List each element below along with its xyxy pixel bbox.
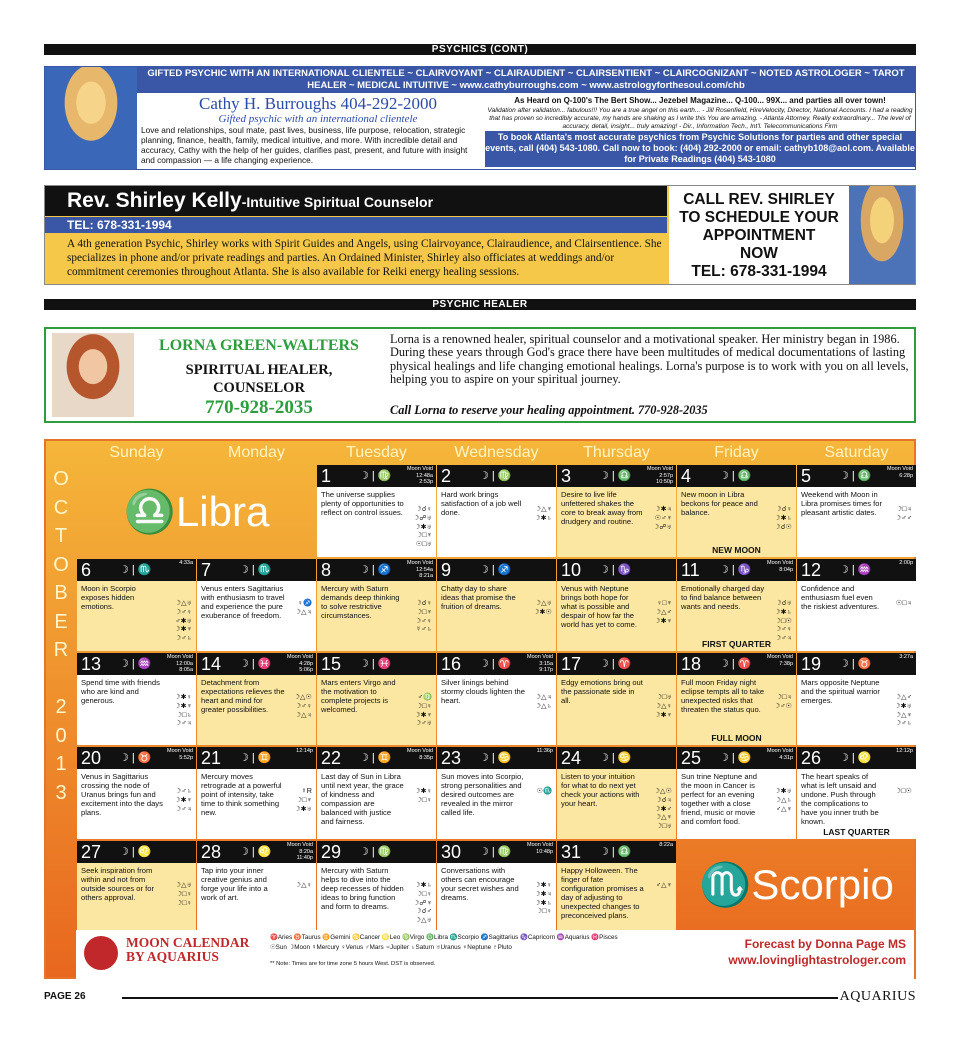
moon-sign: ☽ | ♊ xyxy=(239,752,272,764)
day-aspects: ☉♏ xyxy=(536,786,552,795)
moon-sign: ☽ | ♌ xyxy=(119,846,152,858)
day-aspects: ☽☌♀ ☽☍♅ ☽✱♅ ☽□♆ ☉□♅ xyxy=(412,504,432,549)
day-cell xyxy=(557,747,676,839)
moon-void-time: 4:33a xyxy=(179,560,193,566)
call-line: TEL: 678-331-1994 xyxy=(691,263,827,280)
cathy-photo xyxy=(45,67,137,169)
day-number: 17 xyxy=(561,654,582,674)
day-aspects: ☽□☉ xyxy=(894,786,912,795)
day-cell xyxy=(317,747,436,839)
call-line: CALL REV. SHIRLEY xyxy=(683,191,835,208)
moon-sign: ☽ | ♎ xyxy=(599,846,632,858)
shirley-header xyxy=(45,186,667,216)
moon-void-time: 12:14p xyxy=(296,748,313,754)
day-forecast: Mars enters Virgo and the motivation to complete projects is welcomed. xyxy=(321,678,396,714)
side-letter: O xyxy=(53,468,69,490)
day-cell-header xyxy=(797,559,916,581)
day-forecast: Mercury with Saturn demands deep thinking to solve restrictive circumstances. xyxy=(321,584,400,620)
day-cell xyxy=(437,653,556,745)
day-cell-header xyxy=(797,653,916,675)
cathy-burroughs-ad xyxy=(44,66,916,170)
day-cell-header xyxy=(677,653,796,675)
day-cell-header xyxy=(677,465,796,487)
day-forecast: Mercury with Saturn helps to dive into the deep recesses of hidden ideas to bring function and form to dreams. xyxy=(321,866,404,911)
day-cell xyxy=(437,841,556,933)
footer-title-line2: BY AQUARIUS xyxy=(126,949,219,964)
day-cell xyxy=(77,653,196,745)
moon-sign: ☽ | ♎ xyxy=(719,470,752,482)
forecast-author: Forecast by Donna Page MS xyxy=(744,937,906,951)
day-cell-header xyxy=(677,747,796,769)
day-aspects: ☽✱♀ ☽✱♃ ☽✱♄ ☽□♀ xyxy=(534,880,552,916)
day-number: 25 xyxy=(681,748,702,768)
day-forecast: Desire to live life unfettered shakes the core to break away from drudgery and routine. xyxy=(561,490,643,526)
day-forecast: Seek inspiration from within and not from outside sources or for others approval. xyxy=(81,866,155,902)
day-number: 28 xyxy=(201,842,222,862)
moon-void-time: Moon Void 4:31p xyxy=(767,748,793,761)
day-header: Sunday xyxy=(109,444,164,461)
side-letter: 3 xyxy=(55,781,67,804)
day-number: 19 xyxy=(801,654,822,674)
day-number: 8 xyxy=(321,560,332,580)
lorna-photo xyxy=(52,333,134,417)
day-cell xyxy=(437,465,556,557)
call-line: NOW xyxy=(740,245,778,262)
day-forecast: Tap into your inner creative genius and forge your life into a work of art. xyxy=(201,866,268,902)
moon-sign: ☽ | ♉ xyxy=(839,658,872,670)
day-cell xyxy=(317,465,436,557)
moon-sign: ☽ | ♏ xyxy=(119,564,152,576)
day-cell-header xyxy=(437,465,556,487)
lorna-description: Lorna is a renowned healer, spiritual counselor and a motivational speaker. Her ministry began in 1986. During these years through God's grace there have been multitudes of medical documentations of lasting physical healings and life changing emotional healings. Lorna's purpose is to work with you on all levels, helping you to aspire on your spiritual journey. xyxy=(390,332,909,386)
day-cell-header xyxy=(437,747,556,769)
day-cell-header xyxy=(557,465,676,487)
day-cell-header xyxy=(317,747,436,769)
day-cell xyxy=(197,559,316,651)
day-number: 31 xyxy=(561,842,582,862)
day-cell xyxy=(797,747,916,839)
cathy-name: Cathy H. Burroughs 404-292-2000 xyxy=(199,94,437,113)
day-cell xyxy=(197,841,316,933)
day-number: 15 xyxy=(321,654,342,674)
moon-void-time: Moon Void 12:54a 8:21a xyxy=(407,560,433,579)
day-aspects: ☽☌♀ ☽✱♄ ☽☌☉ xyxy=(774,504,792,531)
moon-sign: ☽ | ♐ xyxy=(479,564,512,576)
day-number: 18 xyxy=(681,654,702,674)
day-number: 11 xyxy=(681,560,700,580)
shirley-tel: TEL: 678-331-1994 xyxy=(45,217,667,233)
day-cell-header xyxy=(77,841,196,863)
day-aspects: ♂♍ ☽□♀ ☽✱♆ ☽♂♅ xyxy=(414,692,432,728)
day-number: 3 xyxy=(561,466,572,486)
day-header: Tuesday xyxy=(346,444,407,461)
day-cell-header xyxy=(197,559,316,581)
day-cell-header xyxy=(437,841,556,863)
moon-void-time: 11:36p xyxy=(536,748,553,754)
day-aspects: ☽□♃ ☽♂♂ xyxy=(894,504,912,522)
day-cell xyxy=(677,465,796,557)
day-aspects: ☽✱♃ ☉♂♆ ☽☍♅ xyxy=(652,504,672,531)
lorna-ad xyxy=(44,327,916,423)
call-line: APPOINTMENT xyxy=(702,227,816,244)
cathy-banner: GIFTED PSYCHIC WITH AN INTERNATIONAL CLIENTELE ~ CLAIRVOYANT ~ CLAIRAUDIENT ~ CLAIRSENTIENT ~ CLAIRCOGNIZANT ~ NOTED ASTROLOGER ~ TAROT HEALER ~ MEDICAL INTUITIVE ~ www.cathyburroughs.com ~ www.astrologyforthesoul.com/chb xyxy=(137,67,915,93)
day-forecast: Sun moves into Scorpio, strong personalities and desired outcomes are revealed in the mirror called life. xyxy=(441,772,524,817)
day-aspects: ☽☌♅ ☽✱♄ ☽□☉ ☽♂♀ ☽♂♃ xyxy=(774,598,792,643)
day-forecast: Venus enters Sagittarius with enthusiasm to travel and experience the pure exuberance of freedom. xyxy=(201,584,285,620)
call-line: TO SCHEDULE YOUR xyxy=(679,209,839,226)
day-forecast: Hard work brings satisfaction of a job well done. xyxy=(441,490,522,517)
day-cell-header xyxy=(677,559,796,581)
side-letter: 1 xyxy=(55,753,67,775)
lorna-name: LORNA GREEN-WALTERS xyxy=(159,337,359,354)
side-letter: B xyxy=(54,582,68,604)
forecast-url[interactable]: www.lovinglightastrologer.com xyxy=(728,953,906,967)
moon-sign: ☽ | ♋ xyxy=(479,752,512,764)
section-header-healer: PSYCHIC HEALER xyxy=(44,299,916,310)
day-header: Saturday xyxy=(824,444,889,461)
day-cell-header xyxy=(557,559,676,581)
day-cell xyxy=(557,841,676,933)
day-number: 24 xyxy=(561,748,582,768)
day-aspects: ☽△☉ ☽☌♃ ☽✱♂ ☽△♆ ☽□♅ xyxy=(653,786,672,831)
footer-title xyxy=(126,936,249,964)
day-forecast: Silver linings behind stormy clouds lighten the heart. xyxy=(441,678,525,705)
moon-void-time: 8:22a xyxy=(659,842,673,848)
day-number: 5 xyxy=(801,466,812,486)
side-letter: T xyxy=(54,525,68,547)
moon-phase: LAST QUARTER xyxy=(823,827,890,837)
day-forecast: The heart speaks of what is left unsaid and undone. Push through the complications to have you inner truth be known. xyxy=(801,772,879,826)
day-aspects: ☽△♃ ☽△♄ xyxy=(534,692,552,710)
footer-note: ** Note: Times are for time zone 5 hours West. DST is observed. xyxy=(270,961,436,967)
cathy-description: Love and relationships, soul mate, past lives, business, life purpose, relocation, strategic planning, finance, health, family, medical intuitive, and more. With incredible detail and accuracy, Cathy with the help of her guides, clarifies past, present, and future with insight and compassion — a life changing experience. xyxy=(141,125,468,165)
day-number: 6 xyxy=(81,560,92,580)
day-cell-header xyxy=(557,841,676,863)
page-number: PAGE 26 xyxy=(44,991,86,1002)
moon-void-time: Moon Void 6:28p xyxy=(887,466,913,479)
moon-sign: ☽ | ♌ xyxy=(839,752,872,764)
day-number: 23 xyxy=(441,748,462,768)
day-cell-header xyxy=(197,841,316,863)
day-aspects: ♂△♆ xyxy=(655,880,672,889)
moon-void-time: Moon Void 3:15a 9:17p xyxy=(527,654,553,673)
shirley-title: -Intuitive Spiritual Counselor xyxy=(241,194,434,210)
day-aspects: ☽✱♄ ☽□♀ ☽☍♆ ☽☌♂ ☽△♅ xyxy=(412,880,432,925)
day-forecast: The universe supplies plenty of opportunities to reflect on control issues. xyxy=(321,490,404,517)
moon-void-time: Moon Void 8:20a 11:40p xyxy=(287,842,313,861)
moon-sign: ☽ | ♈ xyxy=(599,658,632,670)
moon-phase: FIRST QUARTER xyxy=(702,639,771,649)
shirley-call-box xyxy=(669,186,849,284)
day-header: Wednesday xyxy=(454,444,539,461)
moon-void-time: 2:00p xyxy=(899,560,913,566)
moon-void-time: Moon Void 8:04p xyxy=(767,560,793,573)
day-header: Monday xyxy=(228,444,285,461)
day-forecast: Edgy emotions bring out the passionate side in all. xyxy=(561,678,643,705)
month-side-label xyxy=(46,465,76,930)
day-cell xyxy=(197,653,316,745)
day-cell-header xyxy=(77,559,196,581)
moon-sign: ☽ | ♍ xyxy=(479,470,512,482)
moon-void-time: 12:12p xyxy=(896,748,913,754)
day-forecast: Conversations with others can encourage your secret wishes and dreams. xyxy=(441,866,519,902)
page-footer xyxy=(44,988,916,1008)
cathy-heard: As Heard on Q-100's The Bert Show... Jezebel Magazine... Q-100... 99X... and parties all over town! xyxy=(514,96,886,105)
day-cell xyxy=(797,653,916,745)
day-number: 9 xyxy=(441,560,452,580)
day-forecast: Mars opposite Neptune and the spiritual warrior emerges. xyxy=(801,678,880,705)
moon-sign: ☽ | ♊ xyxy=(359,752,392,764)
scorpio-sign: ♏Scorpio xyxy=(699,861,894,908)
day-cell-header xyxy=(557,747,676,769)
day-cell-header xyxy=(77,747,196,769)
day-cell xyxy=(557,653,676,745)
day-forecast: Venus in Sagittarius crossing the node of Uranus brings fun and excitement into the days plans. xyxy=(81,772,163,817)
day-number: 16 xyxy=(441,654,462,674)
shirley-kelly-ad xyxy=(44,185,916,285)
day-cell-header xyxy=(77,653,196,675)
day-number: 26 xyxy=(801,748,822,768)
day-aspects: ☽✱♀ ☽✱♆ ☽□♄ ☽♂♃ xyxy=(174,692,192,728)
day-cell xyxy=(677,747,796,839)
day-number: 27 xyxy=(81,842,102,862)
day-forecast: Venus with Neptune brings both hope for what is possible and despair of how far the world has yet to come. xyxy=(561,584,637,629)
day-number: 20 xyxy=(81,748,102,768)
day-cell xyxy=(557,559,676,651)
day-aspects: ☉□♃ xyxy=(895,598,912,607)
moon-void-time: Moon Void 4:28p 5:06p xyxy=(287,654,313,673)
moon-phase: NEW MOON xyxy=(712,545,761,555)
cathy-booking: To book Atlanta's most accurate psychics from Psychic Solutions for parties and other special events, call (404) 543-1080. Call now to book: (404) 292-2000 or email: cathyb108@aol.com. Available for Private Readings (404) 543-1080 xyxy=(485,131,915,167)
cathy-subtitle: Gifted psychic with an international clientele xyxy=(218,113,418,125)
day-aspects: ☿R ☽□♆ ☽✱♅ xyxy=(294,786,312,813)
day-forecast: Last day of Sun in Libra until next year, the grace of kindness and compassion are balanced with justice and fairness. xyxy=(321,772,404,826)
moon-sign: ☽ | ♌ xyxy=(239,846,272,858)
moon-sign: ☽ | ♏ xyxy=(239,564,272,576)
day-cell-header xyxy=(437,559,556,581)
day-number: 12 xyxy=(801,560,822,580)
moon-sign: ☽ | ♓ xyxy=(359,658,392,670)
shirley-photo xyxy=(849,186,915,284)
lorna-cta: Call Lorna to reserve your healing appointment. 770-928-2035 xyxy=(390,403,708,417)
day-aspects: ☽△♂ ☽✱♅ ☽△♆ ☽♂♄ xyxy=(894,692,912,728)
libra-sign: ♎Libra xyxy=(123,488,270,535)
day-aspects: ☽△♆ ☽✱♄ xyxy=(534,504,552,522)
day-cell-header xyxy=(557,653,676,675)
day-aspects: ☽☌♀ ☽□♆ ☽♂♀ ☿♂♄ xyxy=(414,598,432,634)
moon-phase: FULL MOON xyxy=(711,733,762,743)
day-cell xyxy=(677,559,796,651)
moon-sign: ☽ | ♈ xyxy=(479,658,512,670)
shirley-description: A 4th generation Psychic, Shirley works with Spirit Guides and Angels, using Clairvoyance, Clairaudience, and Clairsentience. She specializes in phone and/or private readings and parties. An Ordained Minister, Shirley also officiates at weddings and/or commitment ceremonies throughout Atlanta. She is also available for Reiki energy healing sessions. xyxy=(67,238,662,278)
forecast-credit xyxy=(728,936,906,968)
day-number: 13 xyxy=(81,654,102,674)
day-cell-header xyxy=(317,559,436,581)
day-aspects: ♀♐ ☽△♃ xyxy=(294,598,312,616)
moon-sign: ☽ | ♓ xyxy=(239,658,272,670)
moon-sign: ☽ | ♑ xyxy=(599,564,632,576)
day-cell-header xyxy=(437,653,556,675)
sun-face-icon xyxy=(84,936,118,970)
day-cell xyxy=(317,559,436,651)
day-cell-header xyxy=(197,653,316,675)
day-cell xyxy=(77,559,196,651)
moon-sign: ☽ | ♍ xyxy=(359,470,392,482)
day-cell-header xyxy=(797,747,916,769)
day-aspects: ☽△♀ xyxy=(294,880,312,889)
day-number: 1 xyxy=(321,466,332,486)
side-letter: E xyxy=(54,610,68,633)
day-forecast: Weekend with Moon in Libra promises times for pleasant artistic dates. xyxy=(801,490,883,517)
day-cell-header xyxy=(197,747,316,769)
side-letter: R xyxy=(53,639,69,661)
moon-sign: ☽ | ♍ xyxy=(479,846,512,858)
day-cell xyxy=(437,747,556,839)
moon-sign: ☽ | ♒ xyxy=(839,564,872,576)
day-forecast: New moon in Libra beckons for peace and balance. xyxy=(681,490,758,517)
day-aspects: ☽△♅ ☽□♀ ☽□♀ xyxy=(174,880,192,907)
day-number: 22 xyxy=(321,748,342,768)
moon-sign: ☽ | ♑ xyxy=(719,564,752,576)
day-aspects: ☽✱♅ ☽△♄ ♂△♆ xyxy=(774,786,792,813)
day-number: 30 xyxy=(441,842,462,862)
calendar-footer xyxy=(76,930,914,979)
moon-sign: ☽ | ♋ xyxy=(599,752,632,764)
shirley-name: Rev. Shirley Kelly xyxy=(67,189,242,212)
moon-void-time: 3:27a xyxy=(899,654,913,660)
day-aspects: ☽△♅ ☽✱☉ xyxy=(533,598,552,616)
day-aspects: ☽✱♀ ☽□♀ xyxy=(414,786,432,804)
side-letter: 0 xyxy=(55,724,67,747)
day-cell xyxy=(677,653,796,745)
side-letter: O xyxy=(53,553,69,576)
day-aspects: ☽△♅ ☽♂♀ ♂✱♅ ☽✱♆ ☽♂♄ xyxy=(174,598,192,643)
day-forecast: Listen to your intuition for what to do next yet check your actions with your heart. xyxy=(561,772,640,808)
moon-void-time: Moon Void 7:38p xyxy=(767,654,793,667)
moon-sign: ☽ | ♎ xyxy=(839,470,872,482)
moon-void-time: Moon Void 5:52p xyxy=(167,748,193,761)
moon-sign: ☽ | ♍ xyxy=(359,846,392,858)
day-cell-header xyxy=(317,841,436,863)
cathy-testimonial: Validation after validation... fabulous!!! You are a true angel on this earth... - Jill Rosenfield, HireVelocity, Director, National Accounts. I had a reading that has proven so incredibly accurate, my hands are shaking as I write this You are amazing. - Atlanta Attorney. Really extraordinary... The level of accuracy, detail, insight... truly amazing! - Dir., Information Tech., Int'l. Telecommunications Firm xyxy=(487,107,913,130)
brand-name: AQUARIUS xyxy=(839,989,916,1004)
day-cell xyxy=(557,465,676,557)
day-forecast: Emotionally charged day to find balance between wants and needs. xyxy=(681,584,765,611)
day-number: 14 xyxy=(201,654,222,674)
footer-title-line1: MOON CALENDAR xyxy=(126,935,250,950)
day-cell-header xyxy=(317,653,436,675)
moon-void-time: Moon Void 10:48p xyxy=(527,842,553,855)
day-cell xyxy=(197,747,316,839)
moon-sign: ☽ | ♉ xyxy=(119,752,152,764)
day-forecast: Detachment from expectations relieves the heart and mind for greater possibilities. xyxy=(201,678,285,714)
day-cell xyxy=(437,559,556,651)
moon-void-time: Moon Void 8:35p xyxy=(407,748,433,761)
moon-sign: ☽ | ♐ xyxy=(359,564,392,576)
section-header-psychics: PSYCHICS (CONT) xyxy=(44,44,916,55)
day-number: 21 xyxy=(201,748,222,768)
moon-void-time: Moon Void 12:00a 8:05a xyxy=(167,654,193,673)
moon-sign: ☽ | ♒ xyxy=(119,658,152,670)
day-header: Thursday xyxy=(583,444,650,461)
footer-rule xyxy=(122,997,838,999)
side-letter xyxy=(46,665,76,694)
moon-sign: ☽ | ♋ xyxy=(719,752,752,764)
day-forecast: Mercury moves retrograde at a powerful point of intensity, take time to think something new. xyxy=(201,772,282,817)
day-aspects: ☽△☉ ☽♂♀ ☽△♃ xyxy=(293,692,312,719)
day-forecast: Full moon Friday night eclipse tempts all to take unexpected risks that threaten the status quo. xyxy=(681,678,765,714)
day-cell xyxy=(317,653,436,745)
day-aspects: ☽□♃ ☽♂☉ xyxy=(773,692,792,710)
moon-void-time: Moon Void 2:57p 10:50p xyxy=(647,466,673,485)
day-cell xyxy=(797,465,916,557)
day-forecast: Sun trine Neptune and the moon in Cancer is perfect for an evening together with a close friend, music or movie and comfort food. xyxy=(681,772,757,826)
moon-sign: ☽ | ♎ xyxy=(599,470,632,482)
day-aspects: ♀□♆ ☽△♂ ☽✱♆ xyxy=(654,598,672,625)
day-forecast: Spend time with friends who are kind and generous. xyxy=(81,678,160,705)
moon-sign: ☽ | ♈ xyxy=(719,658,752,670)
day-aspects: ☽♂♄ ☽✱♆ ☽♂♃ xyxy=(174,786,192,813)
lorna-phone: 770-928-2035 xyxy=(205,397,313,418)
day-number: 10 xyxy=(561,560,582,580)
day-cell-header xyxy=(317,465,436,487)
day-cell xyxy=(77,747,196,839)
day-number: 2 xyxy=(441,466,452,486)
day-aspects: ☽□♅ ☽△♀ ☽✱♆ xyxy=(654,692,672,719)
day-number: 7 xyxy=(201,560,212,580)
day-number: 4 xyxy=(681,466,692,486)
moon-void-time: Moon Void 12:48a 2:53p xyxy=(407,466,433,485)
day-cell xyxy=(77,841,196,933)
day-forecast: Chatty day to share ideas that promise the fruition of dreams. xyxy=(441,584,516,611)
day-cell-header xyxy=(797,465,916,487)
legend-planets: ☉Sun ☽Moon ☿Mercury ♀Venus ♂Mars ♃Jupiter ♄Saturn ♅Uranus ♆Neptune ♇Pluto xyxy=(270,944,512,951)
day-forecast: Moon in Scorpio exposes hidden emotions. xyxy=(81,584,136,611)
side-letter: C xyxy=(53,496,69,519)
legend-signs: ♈Aries ♉Taurus ♊Gemini ♋Cancer ♌Leo ♍Virgo ♎Libra ♏Scorpio ♐Sagittarius ♑Capricorn ♒Aquarius ♓Pisces xyxy=(270,934,618,941)
moon-calendar xyxy=(44,439,916,979)
lorna-role: SPIRITUAL HEALER, COUNSELOR xyxy=(185,362,333,396)
day-cell xyxy=(797,559,916,651)
day-forecast: Happy Holloween. The finger of fate configuration promises a day of adjusting to unexpected changes to preconceived plans. xyxy=(561,866,644,920)
side-letter: 2 xyxy=(55,696,67,718)
day-header: Friday xyxy=(714,444,759,461)
day-forecast: Confidence and enthusiasm fuel even the riskiest adventures. xyxy=(801,584,880,611)
day-cell xyxy=(317,841,436,933)
symbol-legend xyxy=(270,933,710,953)
day-number: 29 xyxy=(321,842,342,862)
